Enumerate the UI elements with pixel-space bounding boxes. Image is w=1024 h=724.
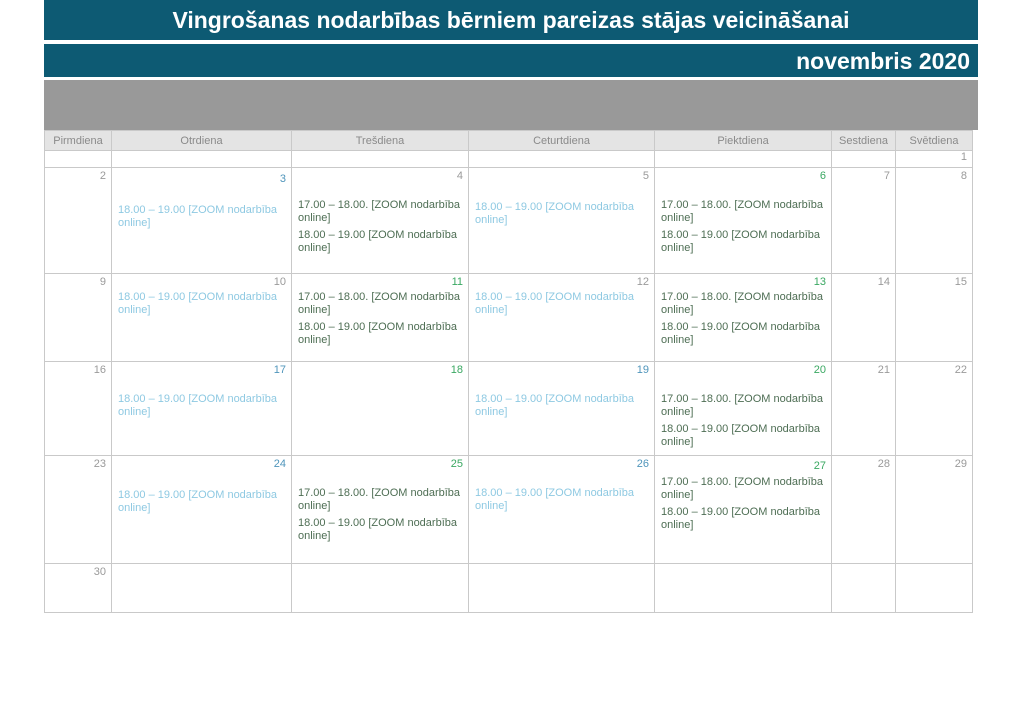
event-entry: 17.00 – 18.00. [ZOOM nodarbība online]	[661, 393, 824, 418]
day-number: 27	[813, 460, 826, 472]
day-cell-empty	[292, 564, 469, 613]
event-entry: 17.00 – 18.00. [ZOOM nodarbība online]	[298, 199, 461, 224]
day-number: 23	[93, 458, 106, 470]
page-title: Vingrošanas nodarbības bērniem pareizas stājas veicināšanai	[44, 0, 978, 40]
day-cell	[292, 456, 469, 564]
day-cell	[655, 274, 832, 362]
event-entry: 18.00 – 19.00 [ZOOM nodarbība online]	[661, 321, 820, 346]
weekday-header-row	[45, 131, 973, 151]
weekday-sunday: Svētdiena	[896, 131, 973, 151]
event-entry: 18.00 – 19.00 [ZOOM nodarbība online]	[475, 487, 634, 512]
day-number: 26	[636, 458, 649, 470]
day-cell	[832, 168, 896, 274]
event-entry: 18.00 – 19.00 [ZOOM nodarbība online]	[661, 506, 820, 531]
event-entry: 18.00 – 19.00 [ZOOM nodarbība online]	[118, 291, 277, 316]
day-cell	[112, 274, 292, 362]
day-cell-empty	[45, 151, 112, 168]
day-cell-empty	[896, 564, 973, 613]
week-row	[45, 151, 973, 168]
day-cell	[655, 362, 832, 456]
day-number: 19	[636, 364, 649, 376]
calendar-grid	[44, 130, 973, 613]
day-number: 7	[883, 170, 890, 182]
day-cell-empty	[112, 564, 292, 613]
day-cell	[45, 274, 112, 362]
day-number: 4	[456, 170, 463, 182]
weekday-thursday: Ceturtdiena	[469, 131, 655, 151]
event-entry: 18.00 – 19.00 [ZOOM nodarbība online]	[661, 229, 820, 254]
day-cell	[896, 274, 973, 362]
day-cell	[832, 274, 896, 362]
day-cell-empty	[112, 151, 292, 168]
day-number: 18	[450, 364, 463, 376]
day-number: 10	[273, 276, 286, 288]
day-number: 6	[819, 170, 826, 182]
day-cell	[896, 362, 973, 456]
day-cell	[45, 362, 112, 456]
event-entry: 17.00 – 18.00. [ZOOM nodarbība online]	[298, 291, 461, 316]
weekday-tuesday: Otrdiena	[112, 131, 292, 151]
day-number: 30	[93, 566, 106, 578]
day-number: 24	[273, 458, 286, 470]
day-number: 21	[877, 364, 890, 376]
day-number: 17	[273, 364, 286, 376]
day-number: 14	[877, 276, 890, 288]
day-number: 20	[813, 364, 826, 376]
event-entry: 18.00 – 19.00 [ZOOM nodarbība online]	[298, 517, 457, 542]
day-cell	[45, 456, 112, 564]
event-entry: 18.00 – 19.00 [ZOOM nodarbība online]	[118, 489, 277, 514]
day-number: 28	[877, 458, 890, 470]
event-entry: 17.00 – 18.00. [ZOOM nodarbība online]	[661, 291, 824, 316]
event-entry: 18.00 – 19.00 [ZOOM nodarbība online]	[298, 229, 457, 254]
day-cell-empty	[469, 151, 655, 168]
day-cell	[112, 362, 292, 456]
event-entry: 17.00 – 18.00. [ZOOM nodarbība online]	[298, 487, 461, 512]
day-number: 2	[99, 170, 106, 182]
event-entry: 18.00 – 19.00 [ZOOM nodarbība online]	[118, 204, 277, 229]
weekday-saturday: Sestdiena	[832, 131, 896, 151]
event-entry: 17.00 – 18.00. [ZOOM nodarbība online]	[661, 476, 824, 501]
event-entry: 18.00 – 19.00 [ZOOM nodarbība online]	[475, 393, 634, 418]
month-label: novembris 2020	[44, 44, 978, 77]
week-row	[45, 362, 973, 456]
event-entry: 18.00 – 19.00 [ZOOM nodarbība online]	[298, 321, 457, 346]
week-row	[45, 564, 973, 613]
day-cell	[45, 564, 112, 613]
day-cell-empty	[832, 564, 896, 613]
week-row	[45, 168, 973, 274]
day-cell	[292, 168, 469, 274]
event-entry: 17.00 – 18.00. [ZOOM nodarbība online]	[661, 199, 824, 224]
event-entry: 18.00 – 19.00 [ZOOM nodarbība online]	[475, 291, 634, 316]
day-cell	[655, 456, 832, 564]
day-cell	[832, 456, 896, 564]
day-number: 3	[279, 173, 286, 185]
day-number: 22	[954, 364, 967, 376]
day-cell-empty	[655, 564, 832, 613]
day-cell	[292, 274, 469, 362]
day-cell	[292, 362, 469, 456]
weekday-wednesday: Trešdiena	[292, 131, 469, 151]
day-cell	[896, 456, 973, 564]
day-number: 9	[99, 276, 106, 288]
week-row	[45, 456, 973, 564]
event-entry: 18.00 – 19.00 [ZOOM nodarbība online]	[475, 201, 634, 226]
day-number: 5	[642, 170, 649, 182]
day-cell	[832, 362, 896, 456]
event-entry: 18.00 – 19.00 [ZOOM nodarbība online]	[661, 423, 820, 448]
day-number: 16	[93, 364, 106, 376]
day-number: 12	[636, 276, 649, 288]
day-cell-empty	[832, 151, 896, 168]
day-cell-empty	[469, 564, 655, 613]
header-band	[44, 80, 978, 130]
day-number: 8	[960, 170, 967, 182]
day-number: 29	[954, 458, 967, 470]
day-cell	[112, 168, 292, 274]
day-cell-empty	[655, 151, 832, 168]
day-cell	[896, 168, 973, 274]
day-cell	[655, 168, 832, 274]
weekday-monday: Pirmdiena	[45, 131, 112, 151]
day-cell	[469, 274, 655, 362]
day-number: 15	[954, 276, 967, 288]
day-cell	[112, 456, 292, 564]
day-cell	[896, 151, 973, 168]
week-row	[45, 274, 973, 362]
weekday-friday: Piektdiena	[655, 131, 832, 151]
day-number: 1	[960, 151, 967, 163]
day-number: 13	[813, 276, 826, 288]
day-cell	[469, 168, 655, 274]
day-number: 25	[450, 458, 463, 470]
day-cell	[469, 456, 655, 564]
day-cell-empty	[292, 151, 469, 168]
day-number: 11	[451, 276, 463, 288]
day-cell	[45, 168, 112, 274]
event-entry: 18.00 – 19.00 [ZOOM nodarbība online]	[118, 393, 277, 418]
day-cell	[469, 362, 655, 456]
